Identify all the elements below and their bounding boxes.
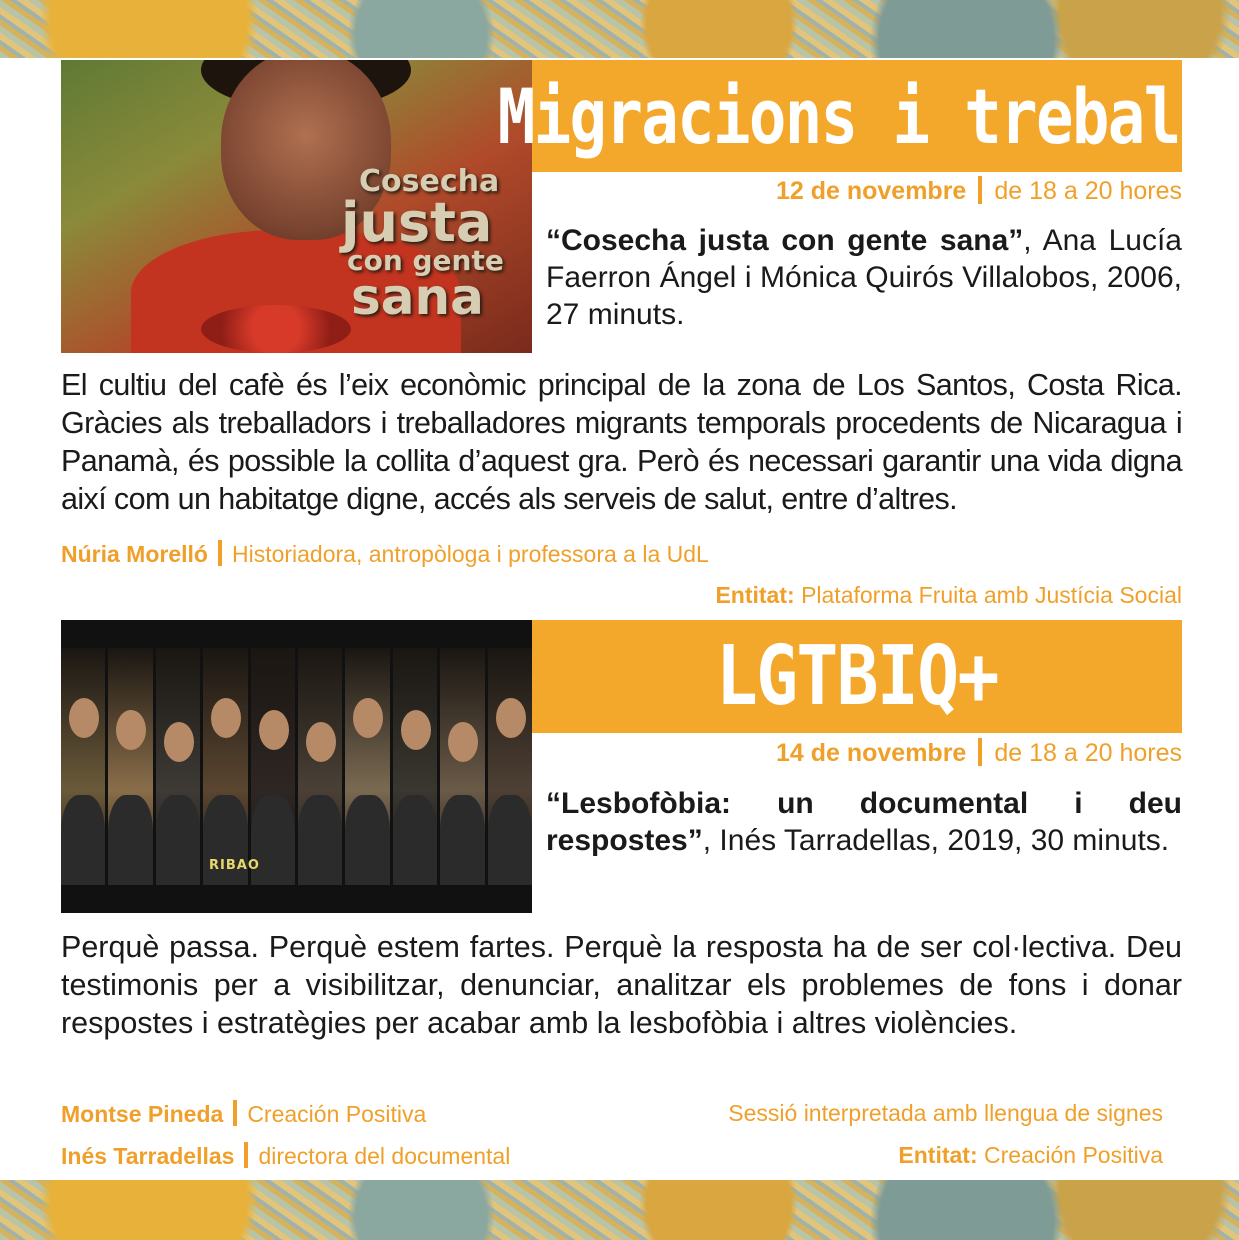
portrait-strip — [108, 648, 152, 885]
portrait-face — [401, 710, 431, 750]
portrait-strip — [156, 648, 200, 885]
portrait-strip — [203, 648, 247, 885]
portrait-strip — [488, 648, 532, 885]
event-description: Perquè passa. Perquè estem fartes. Perquè la resposta ha de ser col·lectiva. Deu testimonis per a visibilitzar, denunciar, analitzar els problemes de fons i donar respostes i estratègies per acabar amb la lesbofòbia i altres violències. — [61, 930, 1182, 1040]
film-still-tag: RIBAO — [209, 858, 260, 873]
decorative-texture-top — [0, 0, 1239, 58]
speaker-role: directora del documental — [258, 1143, 511, 1169]
event-title-banner — [532, 620, 1182, 733]
event-time: de 18 a 20 hores — [994, 739, 1182, 767]
portrait-face — [164, 722, 194, 762]
portrait-face — [116, 710, 146, 750]
separator-bar — [218, 540, 222, 566]
speaker-role: Creación Positiva — [247, 1101, 427, 1127]
entity — [898, 1142, 1163, 1169]
portrait-strip — [298, 648, 342, 885]
portrait-body — [298, 795, 342, 885]
film-still-cosecha-justa — [61, 60, 532, 353]
separator-bar — [978, 738, 982, 766]
entity — [715, 582, 1182, 609]
event-title: LGTBIQ+ — [716, 629, 998, 724]
event-date: 12 de novembre — [775, 177, 967, 205]
portrait-strip — [61, 648, 105, 885]
separator-bar — [978, 176, 982, 204]
entity-value: Creación Positiva — [984, 1142, 1163, 1168]
speaker — [61, 1100, 426, 1128]
event-title: Migracions i treball — [498, 71, 1216, 161]
portrait-body — [393, 795, 437, 885]
portrait-body — [108, 795, 152, 885]
portrait-face — [211, 698, 241, 738]
speaker-name: Núria Morelló — [61, 541, 208, 567]
event-description: El cultiu del cafè és l’eix econòmic principal de la zona de Los Santos, Costa Rica. Gràcies als treballadors i treballadores migrants temporals procedents de Nicaragua i Panamà, és possible la collita d’aquest gra. Però és necessari garantir una vida digna així com un habitatge digne, accés als serveis de salut, entre d’altres. — [61, 368, 1182, 516]
portrait-strip — [393, 648, 437, 885]
sign-language-note: Sessió interpretada amb llengua de signes — [728, 1100, 1163, 1126]
speaker — [61, 1142, 510, 1170]
film-info — [546, 222, 1182, 333]
film-still-portraits — [61, 648, 532, 885]
portrait-face — [496, 698, 526, 738]
portrait-body — [156, 795, 200, 885]
portrait-face — [259, 710, 289, 750]
portrait-face — [353, 698, 383, 738]
portrait-body — [345, 795, 389, 885]
event-date-time — [542, 738, 1182, 768]
portrait-face — [69, 698, 99, 738]
event-date-time — [542, 176, 1182, 206]
portrait-body — [488, 795, 532, 885]
separator-bar — [244, 1142, 248, 1168]
film-still-lesbofobia — [61, 620, 532, 913]
portrait-strip — [440, 648, 484, 885]
portrait-face — [306, 722, 336, 762]
speaker-role: Historiadora, antropòloga i professora a la UdL — [231, 541, 709, 567]
event-time: de 18 a 20 hores — [994, 177, 1182, 205]
decorative-texture-bottom — [0, 1180, 1239, 1240]
entity-label: Entitat: — [898, 1142, 978, 1168]
portrait-face — [448, 722, 478, 762]
event-title-banner — [498, 60, 1216, 172]
speaker — [61, 540, 709, 568]
portrait-strip — [251, 648, 295, 885]
speaker-name: Montse Pineda — [61, 1101, 224, 1127]
film-credits: , Ana Lucía Faerron Ángel i Mónica Quirós Villalobos, 2006, 27 minuts. — [546, 224, 1182, 331]
film-still-title-overlay: Cosecha justa con gente sana — [341, 164, 504, 327]
speaker-name: Inés Tarradellas — [61, 1143, 235, 1169]
portrait-strip — [345, 648, 389, 885]
separator-bar — [233, 1100, 237, 1126]
film-info — [546, 785, 1182, 859]
portrait-body — [440, 795, 484, 885]
portrait-body — [61, 795, 105, 885]
event-date: 14 de novembre — [775, 739, 967, 767]
entity-value: Plataforma Fruita amb Justícia Social — [801, 582, 1182, 608]
film-title: “Lesbofòbia: un documental i deu respostes” — [546, 787, 1182, 857]
film-credits: , Inés Tarradellas, 2019, 30 minuts. — [702, 824, 1170, 857]
entity-label: Entitat: — [715, 582, 795, 608]
film-title: “Cosecha justa con gente sana” — [546, 224, 1024, 257]
